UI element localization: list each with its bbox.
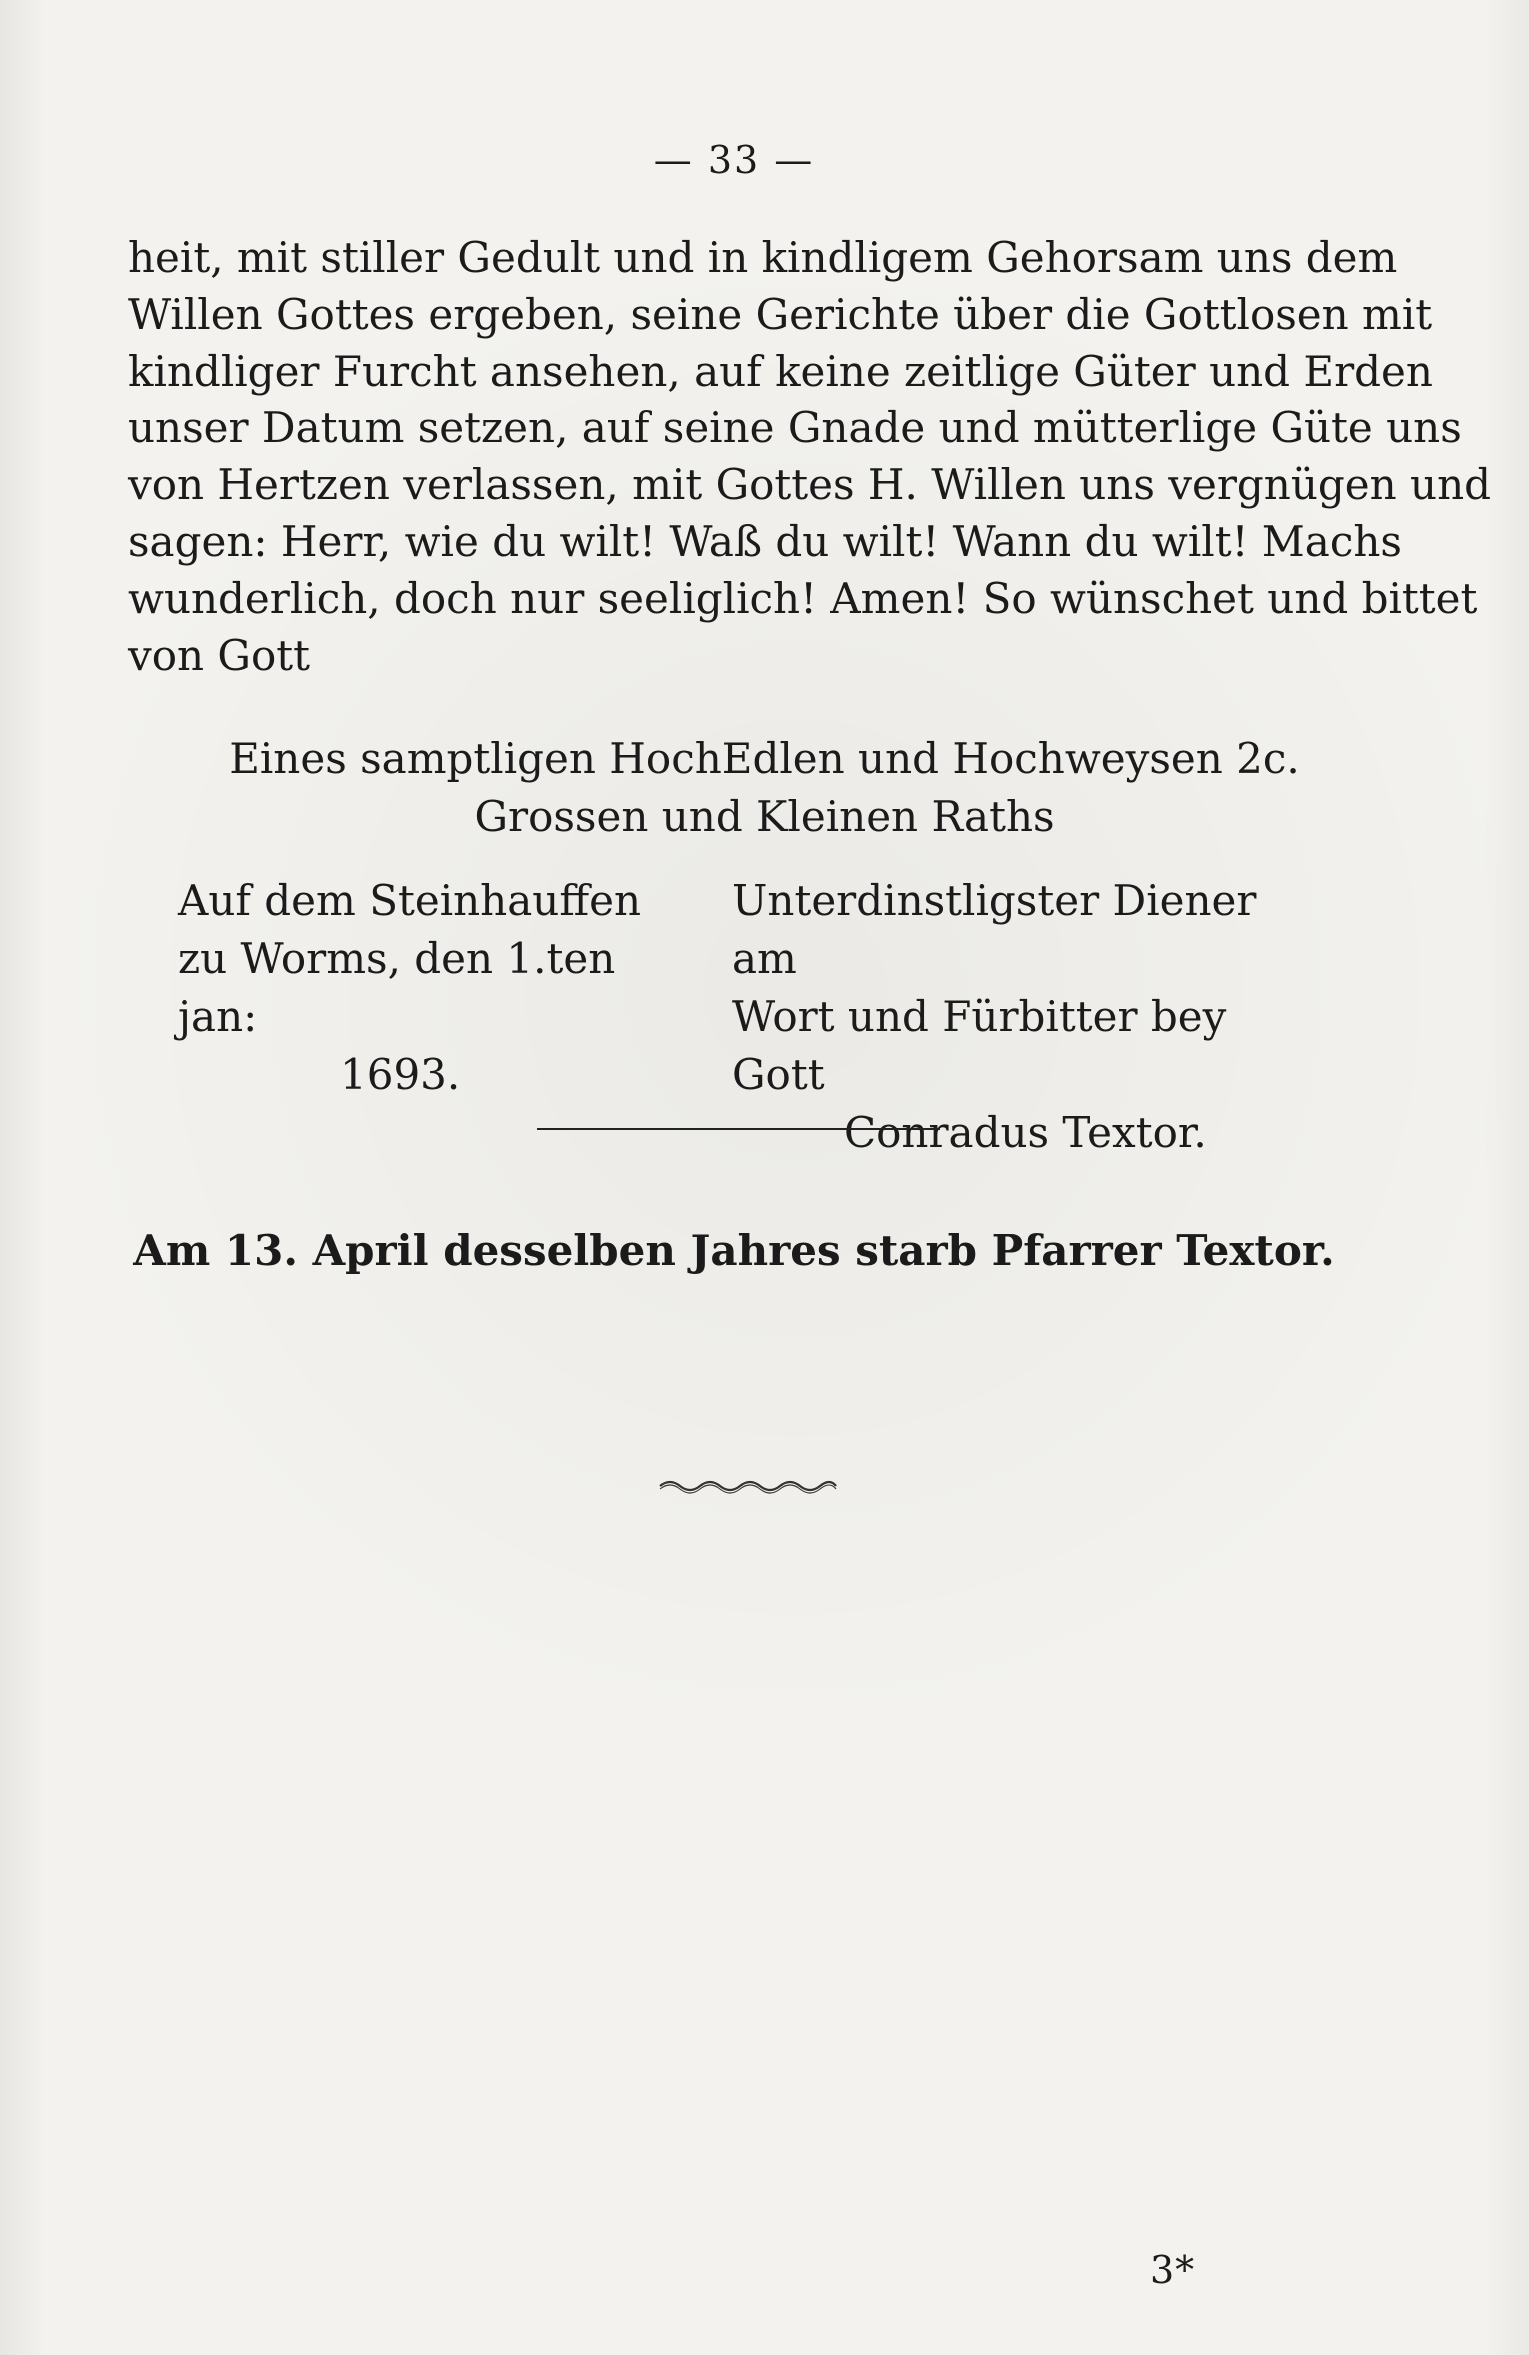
year-line: 1693. (340, 1050, 461, 1099)
salutation-line-1: Eines samptligen HochEdlen und Hochweysen 2c. (229, 734, 1300, 783)
body-line: wunderlich, doch nur seeliglich! Amen! So wünschet und bittet (128, 573, 1478, 623)
body-line: unser Datum setzen, auf seine Gnade und mütterlige Güte uns (128, 403, 1462, 453)
signature-block (732, 872, 1312, 1162)
body-line: kindliger Furcht ansehen, auf keine zeitlige Güter und Erden (128, 346, 1433, 396)
section-divider (537, 1128, 940, 1130)
body-line: sagen: Herr, wie du wilt! Waß du wilt! Wann du wilt! Machs (128, 516, 1402, 566)
date-line: zu Worms, den 1.ten jan: (178, 934, 616, 1041)
death-note: Am 13. April desselben Jahres starb Pfarrer Textor. (133, 1226, 1335, 1275)
salutation-line-2: Grossen und Kleinen Raths (474, 792, 1055, 841)
body-line: von Hertzen verlassen, mit Gottes H. Willen uns vergnügen und (128, 460, 1492, 510)
letter-body (128, 230, 1492, 684)
place-date-block (178, 872, 658, 1104)
ornamental-rule (658, 1476, 838, 1496)
body-line: von Gott (128, 630, 311, 680)
signature-role-line: Wort und Fürbitter bey Gott (732, 992, 1227, 1099)
signer-name: Conradus Textor. (844, 1108, 1207, 1157)
body-line: Willen Gottes ergeben, seine Gerichte über die Gottlosen mit (128, 289, 1433, 339)
page-number: — 33 — (653, 138, 815, 182)
place-line: Auf dem Steinhauffen (178, 876, 642, 925)
signature-title-line: Unterdinstligster Diener am (732, 876, 1257, 983)
body-line: heit, mit stiller Gedult und in kindligem Gehorsam uns dem (128, 233, 1398, 282)
printer-signature-mark: 3* (1150, 2248, 1196, 2292)
